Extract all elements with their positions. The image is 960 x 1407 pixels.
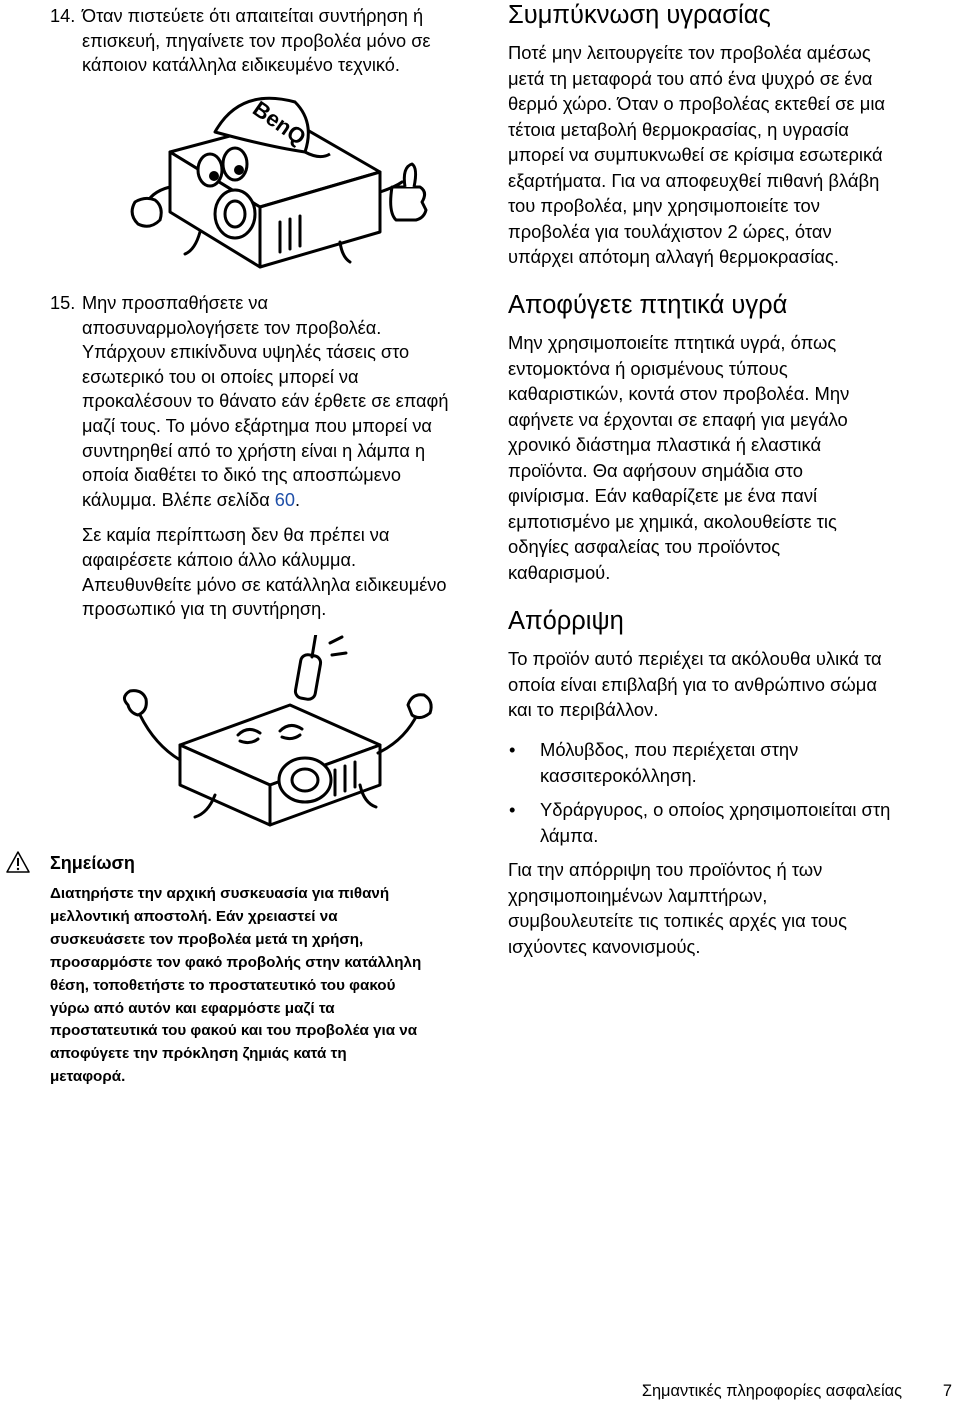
projector-screwdriver-illustration (120, 635, 440, 835)
volatile-line: εμποτισμένο με χημικά, ακολουθείστε τις (508, 510, 837, 532)
page-60-link[interactable]: 60 (274, 489, 296, 510)
item-14-number: 14. (50, 6, 76, 26)
disposal-outro-line: Για την απόρριψη του προϊόντος ή των (508, 859, 823, 880)
condensation-line: μετά τη μεταφορά του από ένα ψυχρό σε ένα (508, 67, 873, 89)
screwdriver-shaft (312, 635, 316, 657)
volatile-line: εντομοκτόνα ή ορισμένους τύπους (508, 357, 788, 379)
bullet-marker: • (509, 799, 516, 820)
note-line: γύρω από αυτόν και εφαρμόστε μαζί τα (50, 999, 335, 1017)
note-line: αποφύγετε την πρόκληση ζημιάς κατά τη (50, 1045, 347, 1063)
hand-left (132, 198, 161, 226)
volatile-line: Μην χρησιμοποιείτε πτητικά υγρά, όπως (508, 332, 837, 353)
item-15-line: Υπάρχουν επικίνδυνα υψηλές τάσεις στο (82, 342, 410, 363)
note-title: Σημείωση (50, 853, 135, 873)
item-14-line: επισκευή, πηγαίνετε τον προβολέα μόνο σε (82, 30, 431, 51)
hand-right (408, 695, 431, 718)
volatile-line: αφήνετε να έρχονται σε επαφή για μεγάλο (508, 408, 848, 430)
condensation-body (508, 40, 953, 270)
disposal-intro-line: και το περιβάλλον. (508, 699, 659, 720)
volatile-line: καθαρισμού. (508, 561, 611, 583)
condensation-line: θερμό χώρο. Όταν ο προβολέας εκτεθεί σε μια (508, 93, 886, 114)
item-15-para2-line: Σε καμία περίπτωση δεν θα πρέπει να (82, 525, 390, 546)
volatile-line: καθαριστικών, κοντά στον προβολέα. Μην (508, 383, 850, 404)
volatile-line: προϊόντα. Θα αφήσουν σημάδια στο (508, 459, 803, 481)
item-15-line: αποσυναρμολογήσετε τον προβολέα. (82, 317, 382, 338)
item-15-line: Μην προσπαθήσετε να (82, 293, 268, 313)
item-15-para2-line: Απευθυνθείτε μόνο σε κατάλληλα ειδικευμένο (82, 574, 447, 595)
footer-section-title: Σημαντικές πληροφορίες ασφαλείας (641, 1382, 902, 1400)
note-line: μεταφορά. (50, 1068, 126, 1086)
item-15-number: 15. (50, 293, 76, 313)
bullet-line: λάμπα. (540, 824, 599, 846)
bullet-line: Υδράργυρος, ο οποίος χρησιμοποιείται στη (540, 799, 891, 820)
volatile-line: οδηγίες ασφαλείας του προϊόντος (508, 536, 781, 557)
item-14-line: Όταν πιστεύετε ότι απαιτείται συντήρηση ή (82, 6, 424, 26)
disposal-intro-line: οποία είναι επιβλαβή για το ανθρώπινο σώμα (508, 673, 877, 695)
item-14 (50, 4, 490, 78)
item-15 (50, 291, 490, 622)
condensation-line: προβολέα για τουλάχιστον 2 ώρες, όταν (508, 220, 832, 242)
condensation-line: μπορεί να συμπυκνωθεί σε κρίσιμα εσωτερικά (508, 144, 883, 165)
cap-logo: BenQ (248, 95, 311, 151)
heading-condensation: Συμπύκνωση υγρασίας (508, 1, 771, 29)
footer-page-number: 7 (942, 1382, 952, 1400)
heading-disposal: Απόρριψη (508, 607, 624, 635)
item-15-line: εσωτερικό του οι οποίες μπορεί να (82, 366, 359, 387)
note-line: μελλοντική αποστολή. Εάν χρειαστεί να (50, 907, 338, 925)
item-15-para2-line: προσωπικό για τη συντήρηση. (82, 599, 327, 620)
item-15-line-with-link: κάλυμμα. Βλέπε σελίδα 60. (82, 489, 301, 510)
projector-thumbs-up-illustration (130, 92, 430, 282)
lens (215, 190, 255, 238)
eye-right (223, 148, 247, 180)
bullet-line: Μόλυβδος, που περιέχεται στην (540, 739, 799, 760)
note-line: θέση, τοποθετήστε το προστατευτικό του φακού (50, 976, 396, 994)
note-body (50, 883, 500, 1089)
disposal-outro (508, 857, 953, 959)
eye-left (198, 154, 222, 186)
note-line: συσκευάσετε τον προβολέα μετά τη χρήση, (50, 930, 364, 948)
disposal-outro-line: χρησιμοποιημένων λαμπτήρων, (508, 884, 768, 906)
heading-volatile-liquids: Αποφύγετε πτητικά υγρά (508, 291, 788, 319)
disposal-bullet-1 (509, 737, 950, 788)
item-15-line: συντηρηθεί από το χρήστη είναι η λάμπα η (82, 440, 426, 461)
condensation-line: εξαρτήματα. Για να αποφευχθεί πιθανή βλάβη (508, 169, 880, 191)
bullet-line: κασσιτεροκόλληση. (540, 764, 697, 786)
disposal-intro-line: Το προϊόν αυτό περιέχει τα ακόλουθα υλικά τα (508, 648, 882, 669)
note-line: προστατευτικά του φακού και του προβολέα για να (50, 1022, 418, 1040)
condensation-line: υπάρχει απότομη αλλαγή θερμοκρασίας. (508, 246, 840, 267)
item-15-line: οποία διαθέτει το δικό της αποσπώμενο (82, 465, 402, 486)
condensation-line: Ποτέ μην λειτουργείτε τον προβολέα αμέσως (508, 42, 871, 63)
bullet-marker: • (509, 739, 516, 760)
volatile-line: χρονικό διάστημα πλαστικά ή ελαστικά (508, 434, 822, 455)
item-15-line: προκαλέσουν το θάνατο εάν έρθετε σε επαφή (82, 391, 449, 412)
condensation-line: τέτοια μεταβολή θερμοκρασίας, η υγρασία (508, 118, 849, 140)
hand-left (124, 691, 146, 715)
note-line: Διατηρήστε την αρχική συσκευασία για πιθανή (50, 885, 390, 902)
condensation-line: του προβολέα, μην χρησιμοποιείτε τον (508, 195, 820, 216)
lens (279, 758, 331, 802)
thumbs-up-hand (391, 187, 426, 220)
item-15-line: μαζί τους. Το μόνο εξάρτημα που μπορεί να (82, 415, 432, 436)
disposal-bullet-2 (509, 797, 950, 848)
arm-right (378, 713, 418, 753)
item-15-para2-line: αφαιρέσετε κάποιο άλλο κάλυμμα. (82, 549, 357, 570)
screwdriver-handle (294, 654, 321, 701)
volatile-line: φινίρισμα. Εάν καθαρίζετε με ένα πανί (508, 485, 818, 506)
disposal-intro (508, 646, 953, 723)
note-warning-icon (6, 851, 30, 878)
disposal-outro-line: ισχύοντες κανονισμούς. (508, 935, 701, 957)
note-line: προσαρμόστε τον φακό προβολής στην κατάλληλη (50, 953, 422, 971)
arm-left (140, 715, 180, 760)
volatile-body (508, 330, 953, 585)
disposal-outro-line: συμβουλευτείτε τις τοπικές αρχές για τους (508, 910, 847, 931)
item-14-line: κάποιον κατάλληλα ειδικευμένο τεχνικό. (82, 55, 400, 76)
